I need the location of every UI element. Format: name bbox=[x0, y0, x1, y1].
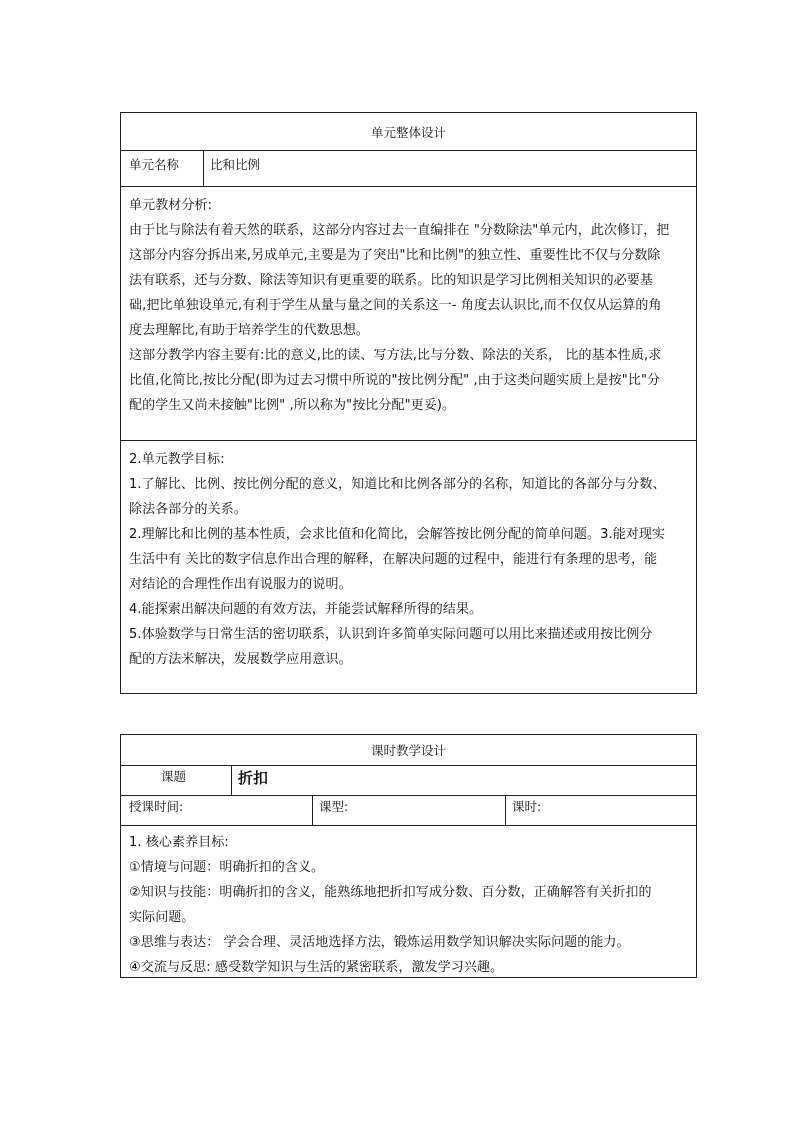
unit-title-row bbox=[121, 113, 696, 151]
lesson-objectives-section bbox=[121, 826, 696, 977]
unit-analysis-section bbox=[121, 187, 696, 441]
unit-name-row bbox=[121, 151, 696, 187]
analysis-line: 比值,化简比,按比分配(即为过去习惯中所说的"按比例分配" ,由于这类问题实质上是按"比"分 bbox=[129, 373, 661, 388]
goal-line: 4.能探索出解决问题的有效方法，并能尝试解释所得的结果。 bbox=[129, 602, 483, 617]
analysis-line: 度去理解比,有助于培养学生的代数思想。 bbox=[129, 323, 370, 338]
objective-line: 1. 核心素养目标: bbox=[129, 835, 229, 850]
goal-line: 除法各部分的关系。 bbox=[129, 502, 247, 517]
goal-line: 配的方法米解决，发展数学应用意识。 bbox=[129, 652, 352, 667]
analysis-line: 配的学生又尚未接触"比例" ,所以称为"按比分配"更妥)。 bbox=[129, 398, 456, 413]
topic-value-cell bbox=[231, 766, 696, 795]
lesson-title: 课时教学设计 bbox=[370, 743, 446, 758]
lesson-title-row bbox=[121, 735, 696, 766]
unit-name-label: 单元名称 bbox=[129, 157, 180, 172]
analysis-line: 单元教材分析: bbox=[129, 198, 213, 213]
analysis-line: 础,把比单独设单元,有利于学生从量与量之间的关系这一- 角度去认识比,而不仅仅从运算的角 bbox=[129, 298, 662, 313]
lesson-topic-row bbox=[121, 766, 696, 796]
analysis-line: 这部分教学内容主要有:比的意义,比的读、写方法,比与分数、除法的关系， 比的基本性质,求 bbox=[129, 348, 662, 363]
objective-line: ②知识与技能：明确折扣的含义，能熟练地把折扣写成分数、百分数，正确解答有关折扣的 bbox=[129, 885, 652, 900]
unit-name-value-cell bbox=[203, 151, 696, 186]
topic-value: 折扣 bbox=[238, 769, 269, 787]
unit-title: 单元整体设计 bbox=[370, 124, 446, 140]
time-label: 授课时间: bbox=[129, 799, 184, 814]
unit-name-label-cell bbox=[121, 151, 203, 186]
goal-line: 5.体验数学与日常生活的密切联系，认识到许多简单实际问题可以用比来描述或用按比例分 bbox=[129, 627, 653, 642]
objective-line: 实际问题。 bbox=[129, 910, 195, 925]
analysis-line: 这部分内容分拆出来,另成单元,主要是为了突出"比和比例"的独立性、重要性比不仅与分数除 bbox=[129, 248, 661, 263]
goal-line: 对结论的合理性作出有说服力的说明。 bbox=[129, 577, 352, 592]
goal-line: 1.了解比、比例、按比例分配的意义，知道比和比例各部分的名称，知道比的各部分与分数、 bbox=[129, 477, 666, 492]
objective-line: ③思维与表达： 学会合理、灵活地选择方法，锻炼运用数学知识解决实际问题的能力。 bbox=[129, 935, 630, 950]
type-cell bbox=[312, 796, 505, 825]
goal-line: 2.理解比和比例的基本性质，会求比值和化简比，会解答按比例分配的简单问题。3.能对现实 bbox=[129, 527, 666, 542]
objective-line: ①情境与问题：明确折扣的含义。 bbox=[129, 860, 325, 875]
hours-cell bbox=[505, 796, 696, 825]
lesson-meta-row bbox=[121, 796, 696, 826]
analysis-line: 由于比与除法有着天然的联系，这部分内容过去一直编排在 "分数除法"单元内，此次修订，把 bbox=[129, 223, 670, 238]
topic-label-cell bbox=[121, 766, 231, 795]
hours-label: 课时: bbox=[512, 799, 542, 814]
topic-label: 课题 bbox=[161, 769, 187, 784]
unit-goals-section bbox=[121, 441, 696, 693]
lesson-design-table bbox=[120, 734, 697, 978]
objective-line: ④交流与反思: 感受数学知识与生活的紧密联系，激发学习兴趣。 bbox=[129, 960, 504, 975]
goal-line: 2.单元教学目标: bbox=[129, 452, 225, 467]
time-cell bbox=[121, 796, 312, 825]
analysis-line: 法有联系，还与分数、除法等知识有更重要的联系。比的知识是学习比例相关知识的必要基 bbox=[129, 273, 654, 288]
unit-name-value: 比和比例 bbox=[210, 157, 261, 172]
type-label: 课型: bbox=[319, 799, 349, 814]
unit-design-table bbox=[120, 112, 697, 694]
goal-line: 生活中有 关比的数字信息作出合理的解释，在解决问题的过程中，能进行有条理的思考，能 bbox=[129, 552, 658, 567]
